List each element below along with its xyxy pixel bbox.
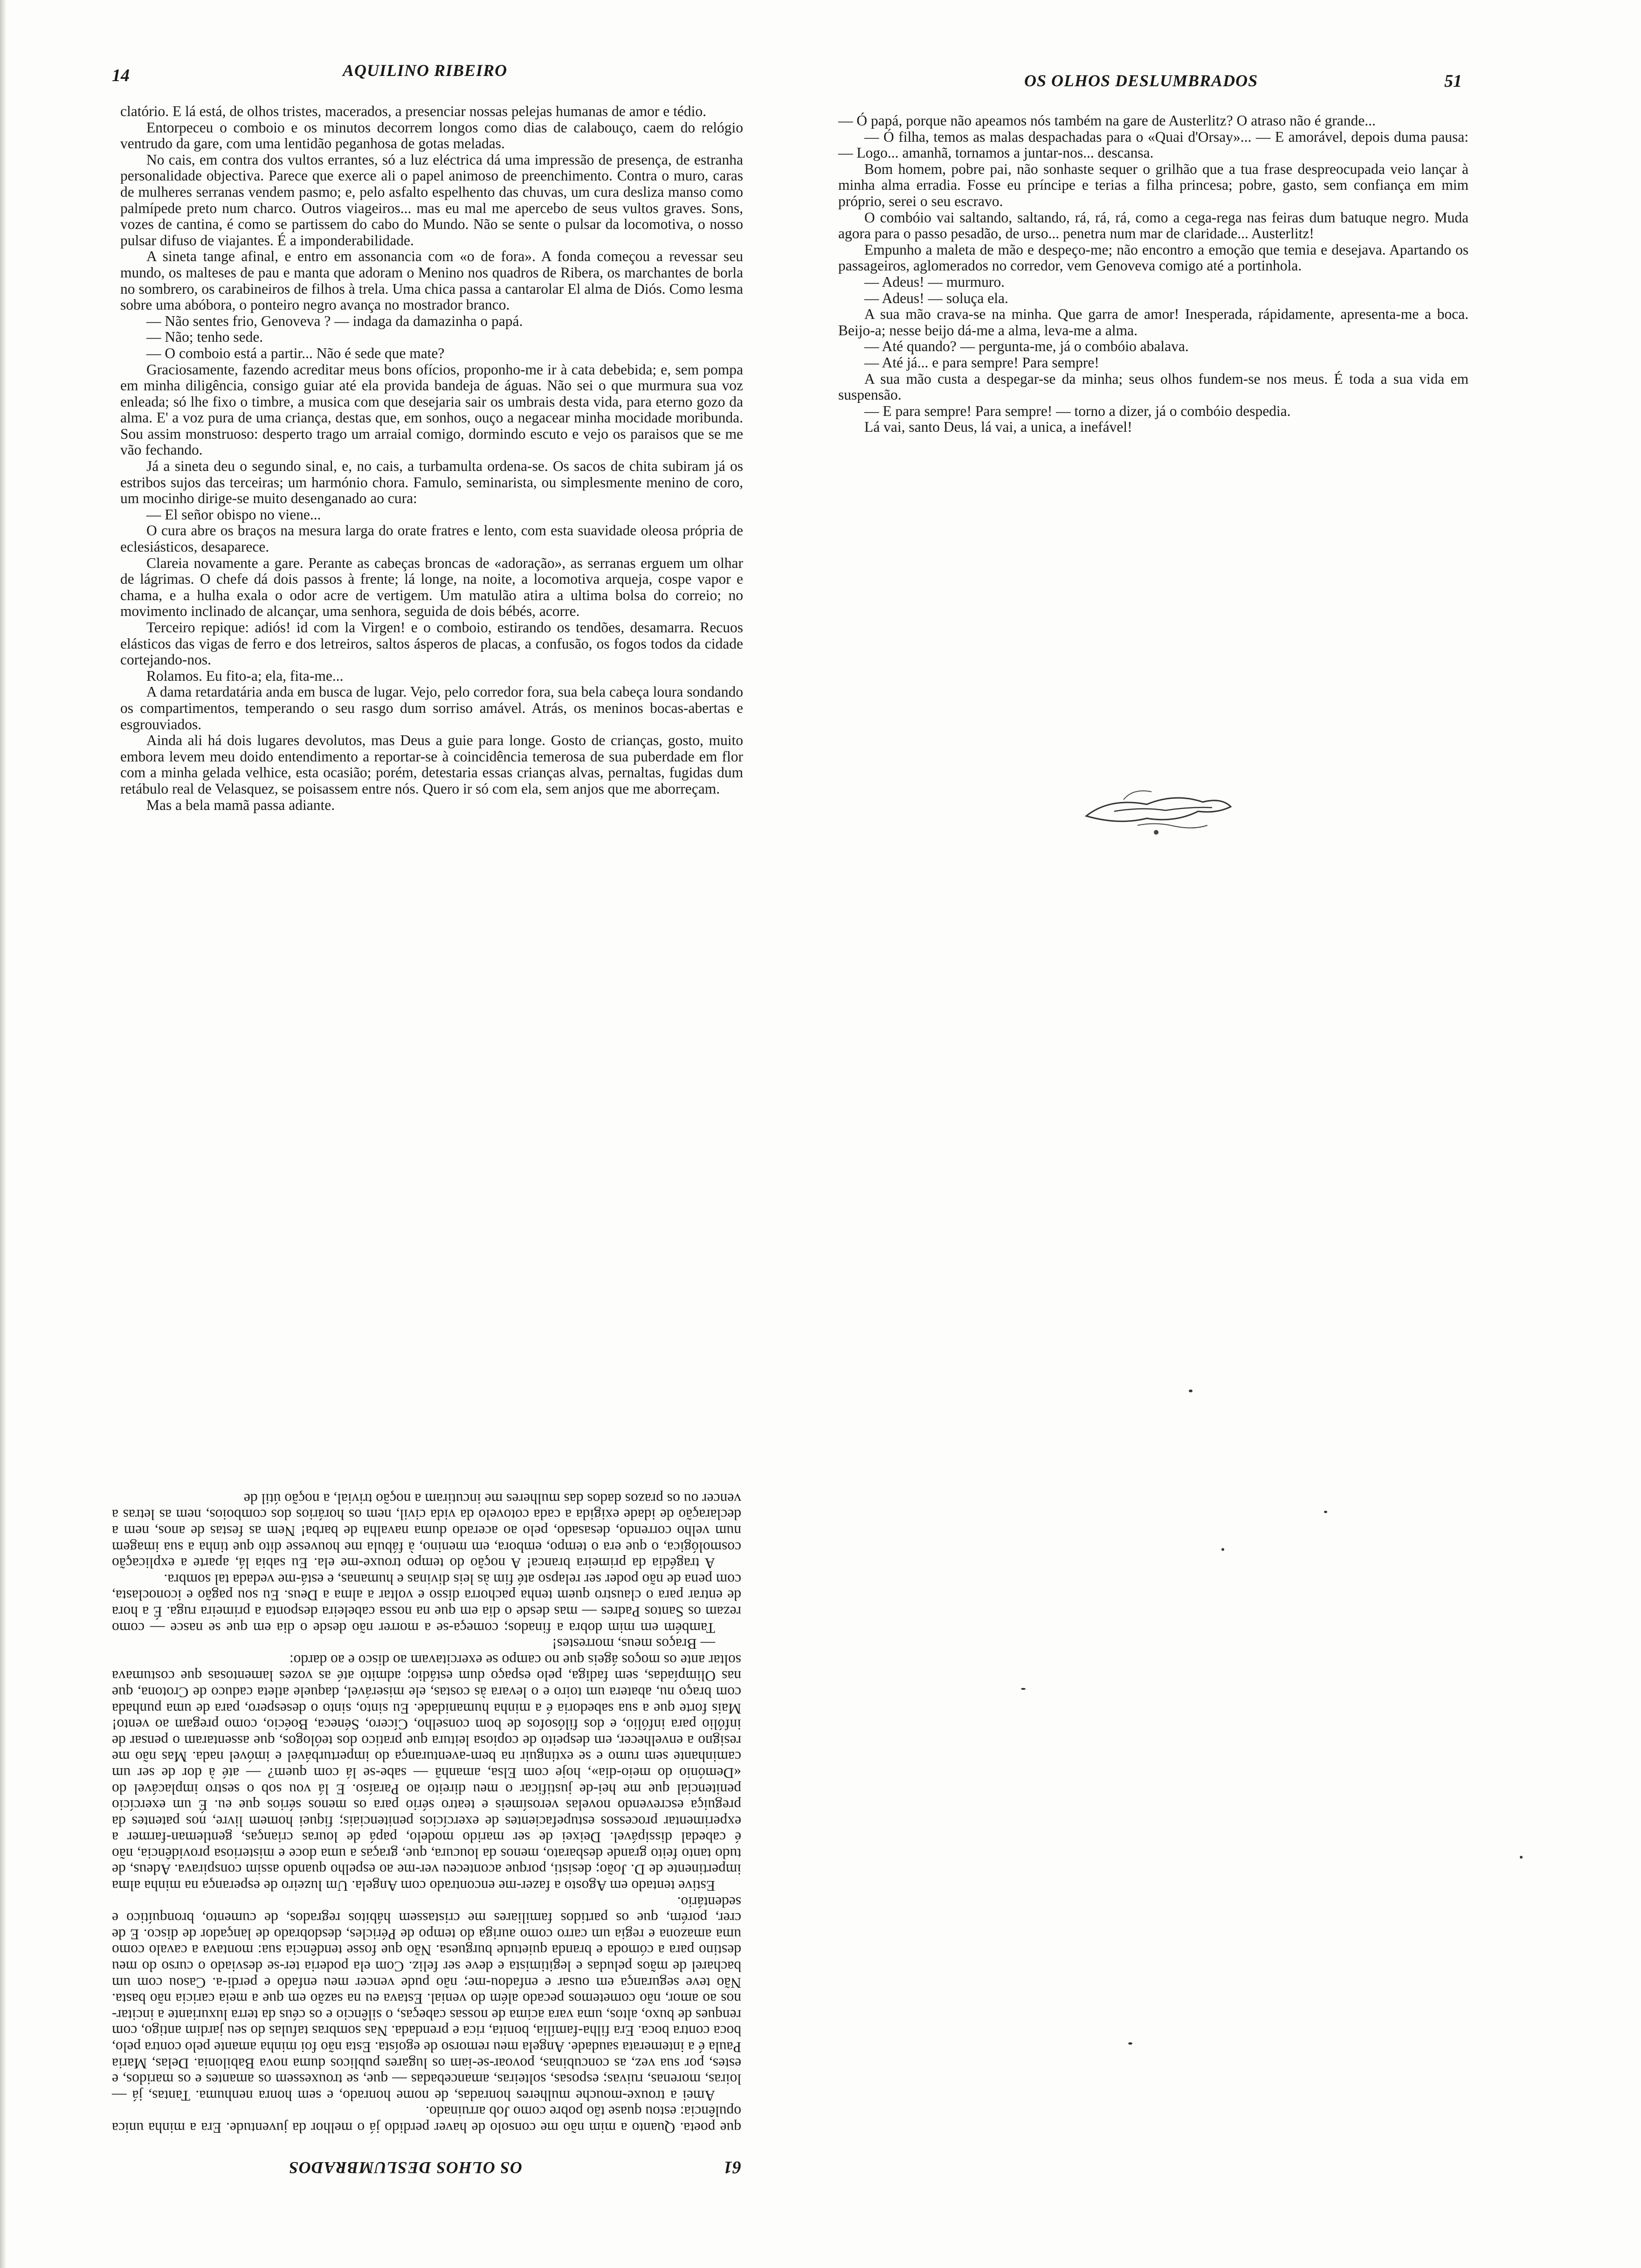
paragraph: Lá vai, santo Deus, lá vai, a unica, a inefável! <box>864 419 1132 436</box>
inverted-page <box>112 1138 741 2178</box>
paragraph: — Ó papá, porque não apeamos nós também na gare de Austerlitz? O atraso não é grande... <box>838 112 1376 129</box>
scan-speck <box>1189 1390 1193 1392</box>
paragraph: A sineta tange afinal, e entro em assonancia com «o de fora». A fonda começou a revessar seu mundo, os malteses de pau e manta que adoram o Menino nos quadros de Ribera, os marchantes de borla no sombrero, os carabineiros de filhos à trela. Uma chica passa a cantarolar El alma de Diós. Como lesma sobre uma abóbora, o ponteiro negro avança no mostrador branco. <box>120 248 743 313</box>
scan-speck <box>1128 2042 1132 2045</box>
scan-speck <box>1324 1511 1327 1513</box>
paragraph: Estive tentado em Agosto a fazer-me encontrado com Angela. Um luzeiro de esperança na minha alma impertinente de D. João; desisti, porque aconteceu ver-me ao espelho quando assim conspirava. Adeus, de tudo tanto feito grande desbarato, menos da loucura, que, graças a uma doce e misteriosa providência, não é cabedal dissipável. Deixei de ser marido modelo, papá de louras crianças, gentleman-farmer a experimentar processos estupefacientes de exercícios penitenciais; fiquei homem livre, nos patentes da preguiça escrevendo novelas verosímeis e teatro sério para os menos sérios que eu. É um exercício penitencial que me hei-de justificar o meu direito ao Paraíso. E lá vou sob o sestro implacável do «Demónio do meio-dia», hoje com Elsa, amanhã — sabe-se lá com quem? — até à dor de ser um caminhante sem rumo e se extinguir na bem-aventurança do imperturbável e imóvel nada. Mas não me resigno a envelhecer, em despeito de copiosa leitura que pratico dos teólogos, que assentaram o pensar de infólio para infólio, e dos filósofos de bom conselho, Cícero, Séneca, Boécio, como pregam ao vento! Mais forte que a sua sabedoria é a minha humanidade. Eu sinto, sinto o desespero, para de uma punhada com braço nu, abatera um toiro e o levara às costas, ele miserável, daquele atleta caduco de Crotona, que nas Olimpíadas, sem fadiga, pelo espaço dum estádio; admito até as vozes lamentosas que costumava soltar ante os moços ágeis que no campo se exercitavam ao disco e ao dardo: <box>112 1652 741 1895</box>
paragraph: — Adeus! — murmuro. <box>864 273 1005 290</box>
end-ornament-icon <box>1082 779 1235 839</box>
paragraph: A sua mão crava-se na minha. Que garra de amor! Inesperada, rápidamente, apresenta-me a boca. Beijo-a; nesse beijo dá-me a alma, leva-me a alma. <box>838 306 1469 339</box>
page-number-right: 51 <box>1444 71 1462 91</box>
paragraph: Terceiro repique: adiós! id com la Virgen! e o comboio, estirando os tendões, desamarra. Recuos elásticos das vigas de ferro e dos letreiros, saltos ásperos de placas, a confusão, os fogos todos da cidade cortejando-nos. <box>120 619 743 668</box>
scan-edge <box>0 0 7 2268</box>
paragraph: Empunho a maleta de mão e despeço-me; não encontro a emoção que temia e desejava. Apartando os passageiros, aglomerados no corredor, vem Genoveva comigo até a portinhola. <box>838 241 1469 274</box>
paragraph: Ainda ali há dois lugares devolutos, mas Deus a guie para longe. Gosto de crianças, gosto, muito embora levem meu doido entendimento a reportar-se à coincidência temerosa de sua puberdade em flor com a minha gelada velhice, esta ocasião; porém, detestaria essas crianças alvas, pernaltas, fugidas dum retábulo real de Velasquez, se poisassem entre nós. Quero ir só com ela, sem anjos que me aborreçam. <box>120 732 743 797</box>
paragraph: A tragédia da primeira branca! A noção do tempo trouxe-me ela. Eu sabia lá, aparte a explicação cosmológica, o que era o tempo, embora, em menino, à fábula me houvesse dito que tinha a sua imagem num velho correndo, desasado, pelo ao acerado duma navalha de barba! Nem as festas de anos, nem a declaração de idade exigida a cada cotovelo da vida civil, nem os horários dos comboios, nem as letras a vencer ou os prazos dados das mulheres me incutiram a noção trivial, a noção útil de <box>112 1490 741 1572</box>
paragraph: O cura abre os braços na mesura larga do orate fratres e lento, com esta suavidade oleosa própria de eclesiásticos, desaparece. <box>120 522 743 555</box>
paragraph: Entorpeceu o comboio e os minutos decorrem longos como dias de calabouço, caem do relógio ventrudo da gare, com uma lentidão peganhosa de gotas meladas. <box>120 119 743 152</box>
paragraph: Bom homem, pobre pai, não sonhaste sequer o grilhão que a tua frase despreocupada veio lançar à minha alma erradia. Fosse eu príncipe e terias a filha princesa; pobre, gasto, sem confiança em mim próprio, serei o seu escravo. <box>838 160 1469 209</box>
paragraph: A sua mão custa a despegar-se da minha; seus olhos fundem-se nos meus. É toda a sua vida em suspensão. <box>838 370 1469 403</box>
paragraph: clatório. E lá está, de olhos tristes, macerados, a presenciar nossas pelejas humanas de amor e tédio. <box>120 103 706 119</box>
paragraph: — E para sempre! Para sempre! — torno a dizer, já o combóio despedia. <box>864 402 1291 419</box>
left-page-body <box>120 104 743 813</box>
paragraph: Também em mim dobra a finados; começa-se a morrer não desde o dia em que se nasce — como rezam os Santos Padres — mas desde o dia em que na nossa cabeleira desponta a primeira ruga. É a hora de entrar para o claustro quem tenha pachorra disso e voltar a alma a Deus. Eu sou pagão e iconoclasta, com pena de não poder ser relapso até fim às leis divinas e humanas, e está-me vedada tal sombra. <box>112 1571 741 1636</box>
inverted-page-body <box>112 1490 741 2136</box>
scan-speck <box>1520 1856 1523 1859</box>
running-head-inverted: OS OLHOS DESLUMBRADOS <box>288 2158 522 2177</box>
paragraph: — Não sentes frio, Genoveva ? — indaga da damazinha o papá. <box>146 312 523 329</box>
paragraph: Mas a bela mamã passa adiante. <box>146 796 335 813</box>
running-head-left: AQUILINO RIBEIRO <box>343 61 508 80</box>
scan-speck <box>1221 1548 1224 1551</box>
scan-speck <box>1021 1688 1026 1690</box>
paragraph: Amei a trouxe-mouche mulheres honradas, de nome honrado, e sem honra nenhuma. Tantas, já — loiras, morenas, ruivas; esposas, solteiras, amancebadas — que, se trouxessem os amantes e os maridos, e estes, por sua vez, as concubinas, povoar-se-iam os lugares publicos duma nova Babilonia. Delas, Maria Paula é a intemerata saudade. Angela meu remorso de egoísta. Esta não foi minha amante pelo contra pelo, boca contra boca. Era filha-família, bonita, rica e prendada. Nas sombras tafulas do seu jardim antigo, com renques de buxo, altos, uma vara acima de nossas cabeças, o silêncio e os céus da terra luxuriante a incitar-nos ao amor, não cometemos pecado além do venial. Estava eu na sazão em que a meia caricia não basta. Não teve segurança em ousar e enfadou-me; não pude vencer meu enfado e perdi-a. Casou com um bacharel de mãos peludas e legitimista e deve ser feliz. Com ela poderia ter-se desviado o curso do meu destino para a cómoda e branda quietude burguesa. Não que fosse tendência sua: montava a cavalo como uma amazona e regia um carro como auriga do tempo de Péricles, desdobrado de lançador de disco. E de crer, porém, que os partidos familiares me cristassem hábitos regrados, de cumento, bronquítico e sedentário. <box>112 1894 741 2104</box>
paragraph: Clareia novamente a gare. Perante as cabeças broncas de «adoração», as serranas erguem um olhar de lágrimas. O chefe dá dois passos à frente; lá longe, na noite, a locomotiva arqueja, cospe vapor e chama, e a hulha exala o odor acre de vertigem. Um matulão atira a ultima bolsa do correio; no movimento inclinado de alcançar, uma senhora, seguida de dois bébés, acorre. <box>120 554 743 620</box>
paragraph: O combóio vai saltando, saltando, rá, rá, rá, como a cega-rega nas feiras dum batuque negro. Muda agora para o passo pesadão, de urso... penetra num mar de claridade... Austerlitz! <box>838 209 1469 242</box>
paragraph: — Adeus! — soluça ela. <box>864 290 1008 306</box>
paragraph: — Ó filha, temos as malas despachadas para o «Quai d'Orsay»... — E amorável, depois duma pausa: — Logo... amanhã, tornamos a juntar-nos... descansa. <box>838 128 1469 161</box>
paragraph: — O comboio está a partir... Não é sede que mate? <box>146 345 445 361</box>
paragraph: — El señor obispo no viene... <box>146 506 321 523</box>
paragraph: que poeta. Quanto a mim não me consolo de haver perdido já o melhor da juventude. Era a minha unica opulência: estou quase tão pobre como Job arruinado. <box>112 2103 741 2136</box>
paragraph: Já a sineta deu o segundo sinal, e, no cais, a turbamulta ordena-se. Os sacos de chita subiram já os estribos sujos das terceiras; um harmónio chora. Famulo, seminarista, ou simplesmente menino de coro, um mocinho dirige-se muito desenganado ao cura: <box>120 458 743 507</box>
right-page-body <box>838 113 1469 436</box>
paragraph: A dama retardatária anda em busca de lugar. Vejo, pelo corredor fora, sua bela cabeça loura sondando os compartimentos, temperando o seu rasgo dum sorriso amável. Atrás, os meninos bocas-abertas e esgrouviados. <box>120 684 743 733</box>
page-number-inverted: 61 <box>724 2157 741 2177</box>
paragraph: — Braços meus, morrestes! <box>552 1636 715 1653</box>
running-head-right: OS OLHOS DESLUMBRADOS <box>1024 71 1258 90</box>
page-number-left: 14 <box>112 66 130 85</box>
paragraph: — Até já... e para sempre! Para sempre! <box>864 354 1099 371</box>
paragraph: — Até quando? — pergunta-me, já o combóio abalava. <box>864 338 1189 355</box>
paragraph: No cais, em contra dos vultos errantes, só a luz eléctrica dá uma impressão de presença, de estranha personalidade objectiva. Parece que exerce ali o papel animoso de preenchimento. Contra o muro, caras de mulheres serranas vendem pasmo; e, pelo asfalto espelhento das chuvas, um cura desliza manso como palmípede preto num charco. Outros viageiros... mas eu mal me apercebo de seus vultos graves. Sons, vozes de cantina, é como se partissem do cabo do Mundo. Não se sente o pulsar da locomotiva, o nosso pulsar difuso de viajantes. É a imponderabilidade. <box>120 151 743 249</box>
paragraph: Graciosamente, fazendo acreditar meus bons ofícios, proponho-me ir à cata debebida; e, sem pompa em minha diligência, consigo guiar até ela provida bandeja de águas. Não sei o que murmura sua voz enleada; só lhe fixo o timbre, a musica com que desejaria sair os umbrais desta vida, para eterno gozo da alma. E' a voz pura de uma criança, destas que, em sonhos, ouço a negacear minha mocidade moribunda. Sou assim monstruoso: desperto trago um arraial comigo, dormindo escuto e vejo os paraisos que se me vão fechando. <box>120 361 743 458</box>
paragraph: Rolamos. Eu fito-a; ela, fita-me... <box>146 667 344 684</box>
paragraph: — Não; tenho sede. <box>146 329 263 346</box>
